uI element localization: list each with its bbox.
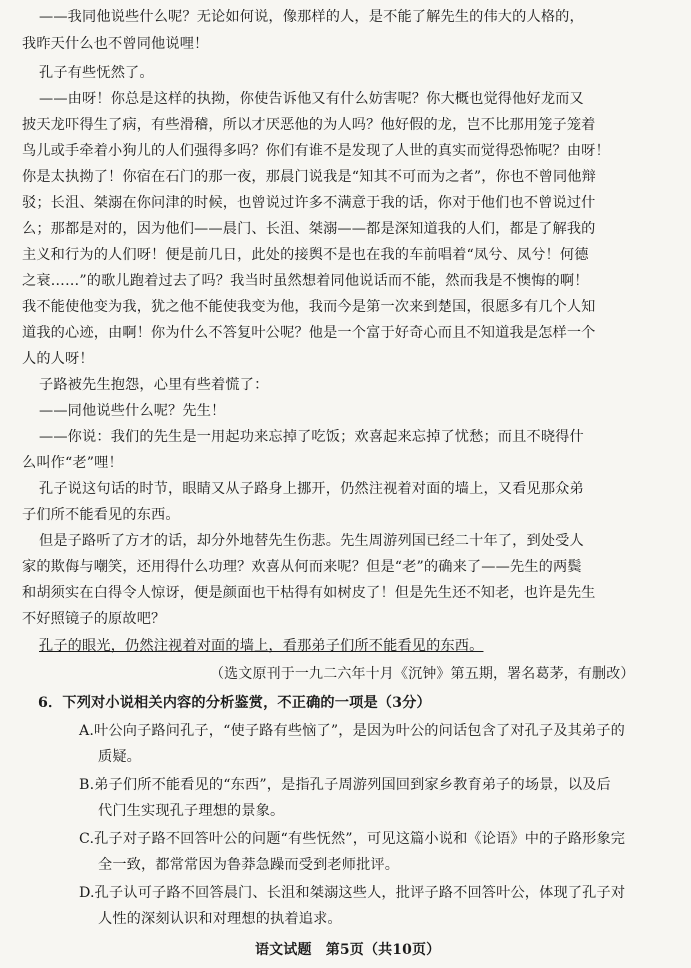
story-line: 人的人呀！ — [22, 351, 94, 367]
story-line: 鸟儿或手牵着小狗儿的人们强得多吗？你们有谁不是发现了人世的真实而觉得恐怖呢？由呀！ — [22, 143, 610, 159]
option-b-line2: 代门生实现孔子理想的景象。 — [98, 803, 285, 819]
story-line: 之衰……”的歌儿跑着过去了吗？我当时虽然想着同他说话而不能，然而我是不懊悔的啊！ — [22, 273, 589, 289]
story-line: 子们所不能看见的东西。 — [22, 507, 180, 523]
story-line: 但是子路听了方才的话，却分外地替先生伤悲。先生周游列国已经二十年了，到处受人 — [39, 533, 584, 549]
option-d-line1: D.孔子认可子路不回答晨门、长沮和桀溺这些人，批评子路不回答叶公，体现了孔子对 — [79, 885, 626, 901]
story-line: 不好照镜子的原故吧？ — [22, 611, 166, 627]
question-stem: 6．下列对小说相关内容的分析鉴赏，不正确的一项是（3分） — [38, 695, 431, 711]
story-line: 道我的心迹，由啊！你为什么不答复叶公呢？他是一个富于好奇心而且不知道我是怎样一个 — [22, 325, 596, 341]
option-c-line1: C.孔子对子路不回答叶公的问题“有些怃然”，可见这篇小说和《论语》中的子路形象完 — [79, 831, 626, 847]
story-line: ——我同他说些什么呢？无论如何说，像那样的人，是不能了解先生的伟大的人格的， — [39, 9, 584, 25]
story-line: ——由呀！你总是这样的执拗，你使告诉他又有什么妨害呢？你大概也觉得他好龙而又 — [39, 91, 584, 107]
story-line: 我昨天什么也不曾同他说哩！ — [22, 36, 209, 52]
option-a-line1: A.叶公向子路问孔子，“使子路有些恼了”，是因为叶公的问话包含了对孔子及其弟子的 — [79, 723, 626, 739]
page-footer: 语文试题 第5页（共10页） — [255, 942, 441, 958]
option-c-line2: 全一致，都常常因为鲁莽急躁而受到老师批评。 — [98, 857, 400, 873]
option-b-line1: B.弟子们所不能看见的“东西”，是指孔子周游列国回到家乡教育弟子的场景，以及后 — [79, 777, 611, 793]
story-line: 和胡须实在白得令人惊讶，便是颜面也干枯得有如树皮了！但是先生还不知老，也许是先生 — [22, 585, 596, 601]
story-line: ——同他说些什么呢？先生！ — [39, 403, 226, 419]
story-line: 么；那都是对的，因为他们——晨门、长沮、桀溺——都是深知道我的人们，都是了解我的 — [22, 221, 596, 237]
story-line: 孔子说这句话的时节，眼睛又从子路身上挪开，仍然注视着对面的墙上，又看见那众弟 — [39, 481, 584, 497]
story-line: 驳；长沮、桀溺在你问津的时候，也曾说过许多不满意于我的话，你对于他们也不曾说过什 — [22, 195, 596, 211]
story-line: 主义和行为的人们呀！便是前几日，此处的接舆不是也在我的车前唱着“凤兮、凤兮！何德 — [22, 247, 589, 263]
story-line: ——你说：我们的先生是一用起功来忘掉了吃饭；欢喜起来忘掉了忧愁；而且不晓得什 — [39, 429, 584, 445]
story-line: 孔子有些怃然了。 — [39, 65, 154, 81]
option-a-line2: 质疑。 — [98, 749, 142, 765]
story-line: 家的欺侮与嘲笑，还用得什么功理？欢喜从何而来呢？但是“老”的确来了——先生的两鬓 — [22, 559, 582, 575]
story-line: 我不能使他变为我，犹之他不能使我变为他，我而今是第一次来到楚国，很愿多有几个人知 — [22, 299, 596, 315]
source-note: （选文原刊于一九二六年十月《沉钟》第五期，署名葛茅，有删改） — [210, 666, 635, 682]
story-line: 子路被先生抱怨，心里有些着慌了： — [39, 377, 269, 393]
option-d-line2: 人性的深刻认识和对理想的执着追求。 — [98, 911, 342, 927]
story-line: 么叫作“老”哩！ — [22, 455, 123, 471]
story-line: 孔子的眼光，仍然注视着对面的墙上，看那弟子们所不能看见的东西。 — [39, 638, 484, 654]
story-line: 披天龙吓得生了病，有些滑稽，所以才厌恶他的为人吗？他好假的龙，岂不比那用笼子笼着 — [22, 117, 596, 133]
story-line: 你是太执拗了！你宿在石门的那一夜，那晨门说我是“知其不可而为之者”，你也不曾同他辩 — [22, 169, 596, 185]
